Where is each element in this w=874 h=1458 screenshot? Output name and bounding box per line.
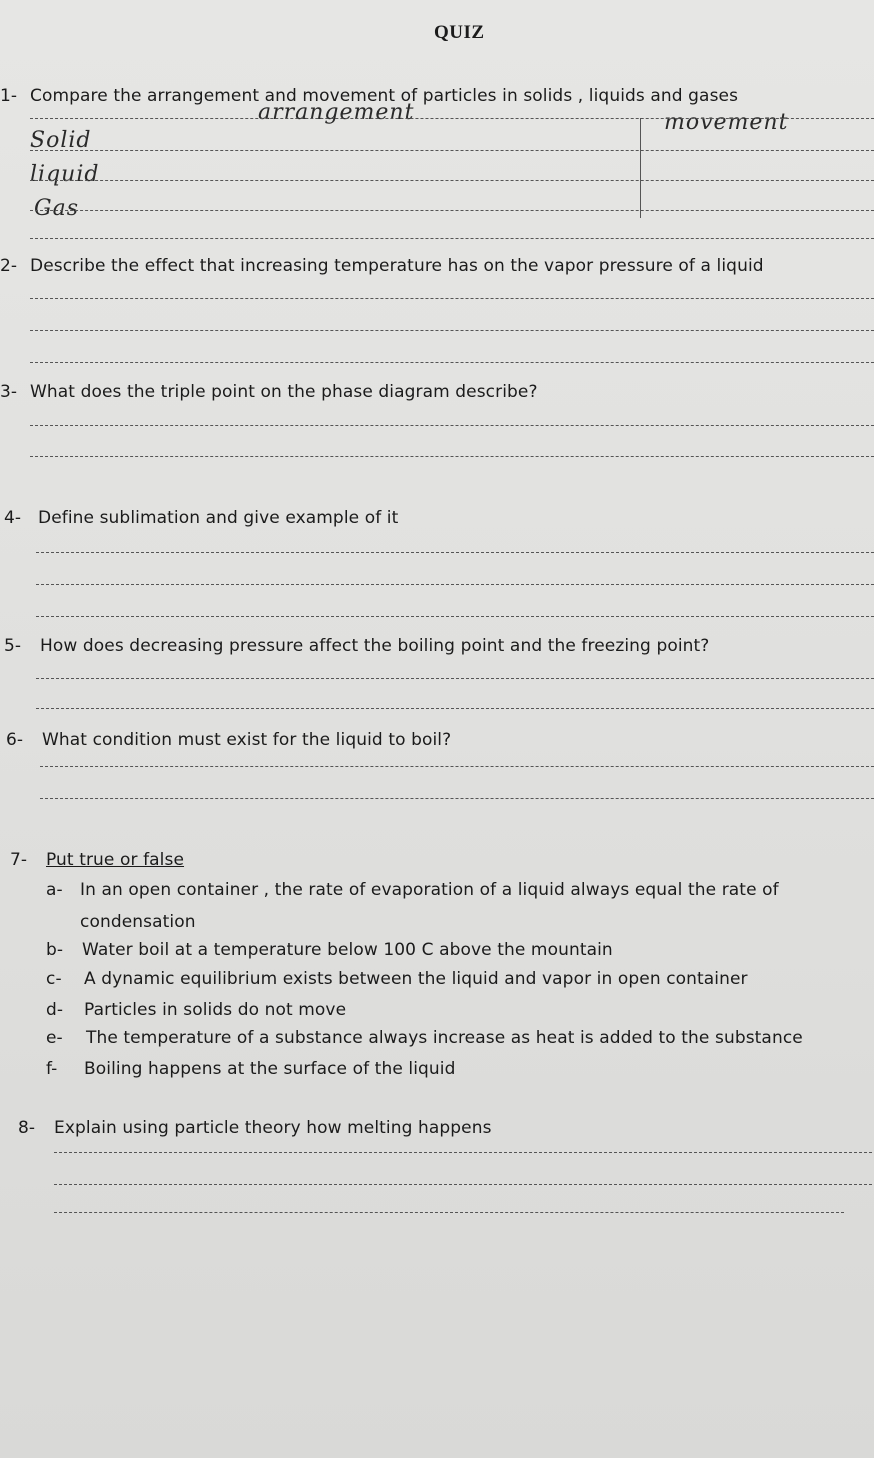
tf-item-f-letter: f- (46, 1059, 58, 1079)
answer-line (36, 552, 874, 553)
tf-item-d-text: Particles in solids do not move (84, 1000, 347, 1020)
answer-line (30, 210, 874, 211)
question-6-number: 6- (6, 730, 24, 750)
question-1-number: 1- (0, 86, 18, 106)
handwritten-solid: Solid (30, 128, 92, 153)
question-5-number: 5- (4, 636, 22, 656)
answer-line (40, 766, 874, 767)
handwritten-gas: Gas (34, 196, 79, 221)
question-8-number: 8- (18, 1118, 36, 1138)
quiz-title: QUIZ (434, 22, 485, 43)
handwritten-arrangement: arrangement (258, 100, 415, 125)
question-1-text: Compare the arrangement and movement of particles in solids , liquids and gases (30, 86, 739, 106)
handwritten-liquid: liquid (30, 162, 100, 187)
answer-line (30, 425, 874, 426)
question-4-text: Define sublimation and give example of it (38, 508, 399, 528)
tf-item-a-text: In an open container , the rate of evaporation of a liquid always equal the rate of (80, 880, 779, 900)
question-5-text: How does decreasing pressure affect the boiling point and the freezing point? (40, 636, 710, 656)
table-divider-line (640, 118, 641, 218)
question-6-text: What condition must exist for the liquid to boil? (42, 730, 452, 750)
tf-item-a-letter: a- (46, 880, 63, 900)
answer-line (30, 118, 874, 119)
answer-line (30, 362, 874, 363)
answer-line (30, 238, 874, 239)
question-2-number: 2- (0, 256, 18, 276)
answer-line (36, 678, 874, 679)
answer-line (30, 180, 874, 181)
handwritten-movement: movement (664, 110, 789, 135)
tf-item-e-text: The temperature of a substance always increase as heat is added to the substance (86, 1028, 803, 1048)
question-7-number: 7- (10, 850, 28, 870)
question-3-number: 3- (0, 382, 18, 402)
question-2-text: Describe the effect that increasing temperature has on the vapor pressure of a liquid (30, 256, 764, 276)
answer-line (30, 330, 874, 331)
answer-line (54, 1184, 872, 1185)
answer-line (30, 298, 874, 299)
question-4-number: 4- (4, 508, 22, 528)
tf-item-c-letter: c- (46, 969, 62, 989)
question-8-text: Explain using particle theory how melting happens (54, 1118, 492, 1138)
tf-item-c-text: A dynamic equilibrium exists between the liquid and vapor in open container (84, 969, 748, 989)
answer-line (36, 708, 874, 709)
tf-item-b-letter: b- (46, 940, 64, 960)
answer-line (36, 616, 874, 617)
question-7-text: Put true or false (46, 850, 185, 870)
tf-item-e-letter: e- (46, 1028, 63, 1048)
answer-line (36, 584, 874, 585)
answer-line (30, 456, 874, 457)
tf-item-b-text: Water boil at a temperature below 100 C above the mountain (82, 940, 613, 960)
tf-item-f-text: Boiling happens at the surface of the liquid (84, 1059, 456, 1079)
question-3-text: What does the triple point on the phase diagram describe? (30, 382, 538, 402)
answer-line (30, 150, 874, 151)
answer-line (40, 798, 874, 799)
answer-line (54, 1212, 844, 1213)
tf-item-d-letter: d- (46, 1000, 64, 1020)
tf-item-a-continuation: condensation (80, 912, 196, 932)
answer-line (54, 1152, 872, 1153)
